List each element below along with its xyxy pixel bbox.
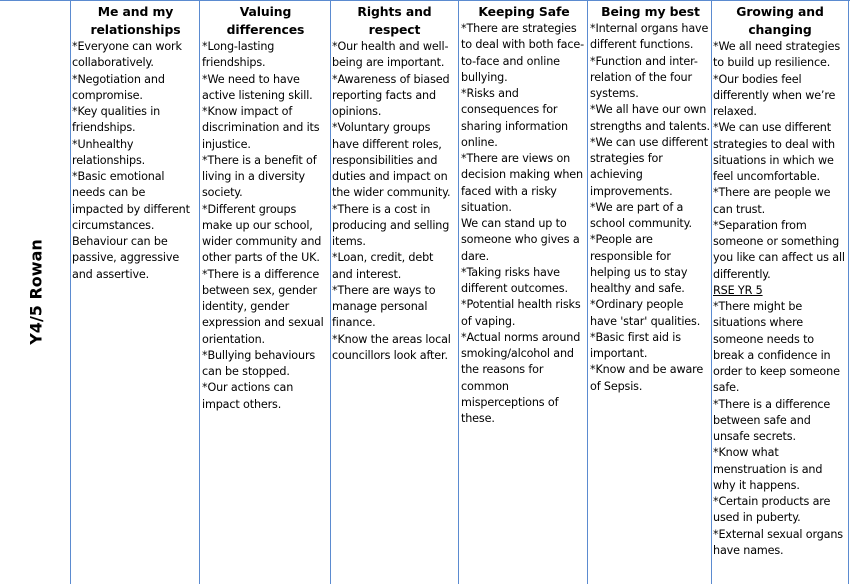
column-divider [70, 0, 71, 584]
table-top-border [0, 0, 850, 1]
list-item: We can stand up to someone who gives a dare. [461, 217, 580, 263]
column-heading: Being my best [601, 4, 700, 19]
column-divider [587, 0, 588, 584]
list-item: *Know what menstruation is and why it happens. [713, 446, 823, 492]
column-divider [711, 0, 712, 584]
column-divider [330, 0, 331, 584]
list-item: *Know impact of discrimination and its injustice. [202, 105, 320, 151]
column-being-my-best [590, 3, 711, 581]
list-item: *We need to have active listening skill. [202, 72, 313, 102]
column-growing-and-changing [713, 3, 847, 581]
list-item: *There is a benefit of living in a diversity society. [202, 153, 317, 200]
list-item: *There is a difference between sex, gender identity, gender expression and sexual orientation. [202, 267, 324, 346]
list-item: *Negotiation and compromise. [72, 72, 165, 102]
list-item: *We are part of a school community. [590, 200, 692, 230]
column-keeping-safe [461, 3, 587, 581]
list-item: *Potential health risks of vaping. [461, 298, 581, 328]
list-item: *Our bodies feel differently when we’re relaxed. [713, 72, 836, 118]
list-item: *Voluntary groups have different roles, responsibilities and duties and impact on the wider community. [332, 121, 451, 200]
column-me-and-my-relationships [72, 3, 199, 581]
column-heading: Rights and respect [357, 4, 432, 37]
list-item: *Actual norms around smoking/alcohol and the reasons for common misperceptions of these. [461, 330, 581, 425]
list-item: *Separation from someone or something you like can affect us all differently. [713, 218, 845, 281]
column-heading: Valuing differences [226, 4, 305, 37]
list-item: *Key qualities in friendships. [72, 105, 161, 135]
list-item: *Different groups make up our school, wider community and other parts of the UK. [202, 202, 322, 265]
column-heading: Growing and changing [736, 4, 824, 37]
list-item: *External sexual organs have names. [713, 527, 843, 557]
column-heading: Me and my relationships [90, 4, 181, 37]
list-item: *We can use different strategies for achieving improvements. [590, 135, 708, 198]
list-item: *There is a cost in producing and selling items. [332, 202, 450, 248]
list-item: *Function and inter-relation of the four systems. [590, 54, 698, 100]
list-item: *Everyone can work collaboratively. [72, 40, 182, 70]
list-item: *There might be situations where someone needs to break a confidence in order to keep someone safe. [713, 300, 840, 395]
row-label-cell [0, 0, 70, 584]
list-item: *There are ways to manage personal finance. [332, 283, 436, 330]
column-heading: Keeping Safe [478, 4, 570, 19]
subheading-rse-yr5: RSE YR 5 [713, 283, 763, 297]
list-item: *Internal organs have different functions. [590, 22, 709, 52]
column-rights-and-respect [332, 3, 457, 581]
column-items [590, 21, 711, 395]
list-item: *We can use different strategies to deal with situations in which we feel uncomfortable. [713, 121, 835, 183]
list-item: *Risks and consequences for sharing information online. [461, 87, 568, 149]
list-item: *There is a difference between safe and unsafe secrets. [713, 397, 831, 443]
list-item: *Our health and well-being are important. [332, 40, 449, 70]
list-item: *Ordinary people have 'star' qualities. [590, 298, 701, 328]
list-item: *There are people we can trust. [713, 186, 831, 216]
list-item: *We all need strategies to build up resilience. [713, 40, 840, 70]
list-item: *There are views on decision making when faced with a risky situation. [461, 152, 583, 214]
column-items [461, 21, 587, 427]
row-label: Y4/5 Rowan [26, 239, 46, 345]
list-item: *We all have our own strengths and talents. [590, 103, 710, 133]
column-items [72, 39, 199, 283]
list-item: *People are responsible for helping us to stay healthy and safe. [590, 233, 688, 295]
list-item: *Awareness of biased reporting facts and opinions. [332, 72, 450, 118]
column-divider [848, 0, 849, 584]
column-divider [199, 0, 200, 584]
list-item: *Know the areas local councillors look after. [332, 332, 451, 362]
list-item: *Know and be aware of Sepsis. [590, 363, 704, 393]
list-item: *Long-lasting friendships. [202, 40, 275, 70]
list-item: *Loan, credit, debt and interest. [332, 251, 434, 281]
column-divider [458, 0, 459, 584]
list-item: *Basic emotional needs can be impacted by different circumstances. [72, 170, 190, 232]
column-items [713, 39, 847, 559]
list-item: *Certain products are used in puberty. [713, 495, 831, 525]
column-items [332, 39, 457, 364]
list-item: *Taking risks have different outcomes. [461, 265, 568, 295]
list-item: *Our actions can impact others. [202, 381, 294, 411]
list-item: *Bullying behaviours can be stopped. [202, 348, 316, 378]
column-items [202, 39, 329, 413]
list-item: *Basic first aid is important. [590, 330, 681, 360]
list-item: Behaviour can be passive, aggressive and assertive. [72, 235, 180, 281]
list-item: *There are strategies to deal with both face-to-face and online bullying. [461, 22, 584, 84]
column-valuing-differences [202, 3, 329, 581]
list-item: *Unhealthy relationships. [72, 137, 146, 167]
